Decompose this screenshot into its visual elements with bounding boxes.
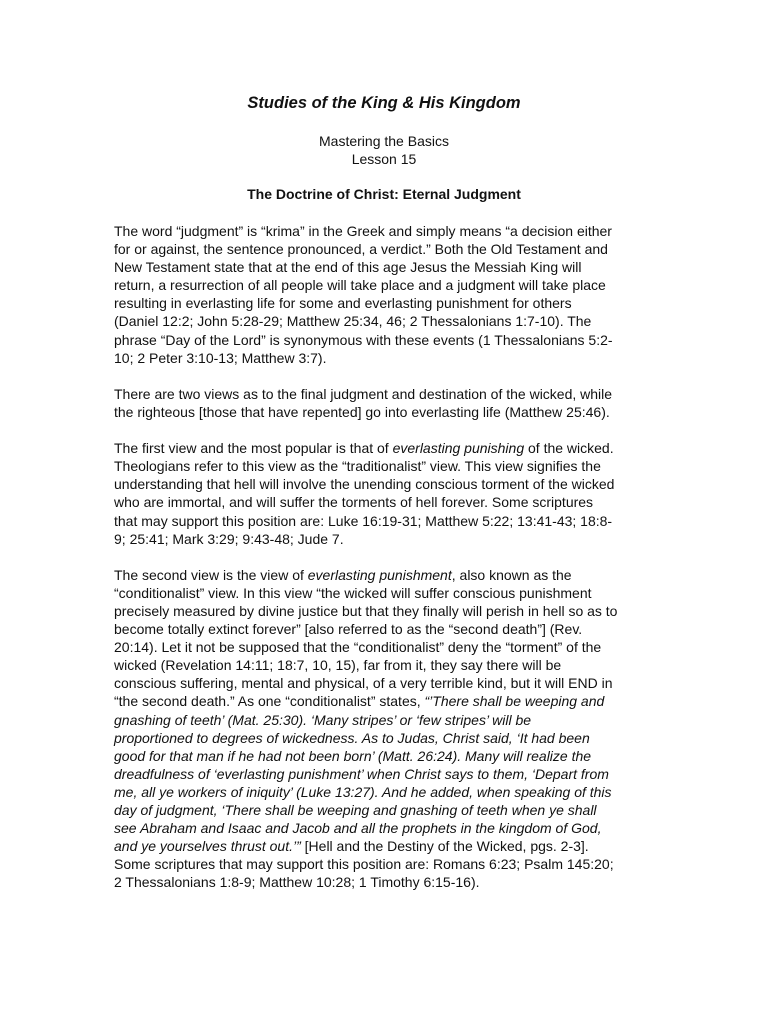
text-run: “the second death.” As one “conditionalist” states, (114, 693, 425, 710)
text-line (114, 276, 674, 294)
text-line (114, 855, 674, 873)
text-line (114, 729, 674, 747)
italic-text: day of judgment, ‘There shall be weeping and gnashing of teeth when ye shall (114, 802, 597, 818)
text-run: 9; 25:41; Mark 3:29; 9:43-48; Jude 7. (114, 530, 344, 547)
text-line (114, 783, 674, 801)
text-run: [Hell and the Destiny of the Wicked, pgs. 2-3]. (300, 838, 589, 855)
text-line (114, 620, 674, 638)
text-run: for or against, the sentence pronounced, a verdict.” Both the Old Testament and (114, 241, 608, 258)
text-run: who are immortal, and will suffer the torments of hell forever. Some scriptures (114, 494, 594, 511)
text-line (114, 493, 674, 511)
text-line (114, 385, 674, 403)
italic-text: good for that man if he had not been born’ (Matt. 26:24). Many will realize the (114, 747, 592, 764)
text-line (114, 584, 674, 602)
text-line (114, 258, 674, 276)
text-run: precisely measured by divine justice but that they finally will perish in hell so as to (114, 602, 618, 619)
text-line (114, 331, 674, 349)
text-run: The second view is the view of (114, 566, 308, 583)
text-run: resulting in everlasting life for some and everlasting punishment for others (114, 295, 572, 312)
text-line (114, 222, 674, 240)
text-run: wicked (Revelation 14:11; 18:7, 10, 15), far from it, they say there will be (114, 657, 562, 674)
text-run: There are two views as to the final judgment and destination of the wicked, while (114, 385, 613, 402)
text-line (114, 512, 674, 530)
text-line (114, 457, 674, 475)
text-run: Some scriptures that may support this position are: Romans 6:23; Psalm 145:20; (114, 856, 614, 873)
text-line (114, 439, 674, 457)
text-run: Theologians refer to this view as the “traditionalist” view. This view signifies the (114, 458, 601, 475)
text-line (114, 819, 674, 837)
text-line (114, 312, 674, 330)
text-line (114, 638, 674, 656)
text-line (114, 837, 674, 855)
text-line (114, 801, 674, 819)
text-run: the righteous [those that have repented] go into everlasting life (Matthew 25:46). (114, 403, 610, 420)
text-run: that may support this position are: Luke 16:19-31; Matthew 5:22; 13:41-43; 18:8- (114, 512, 613, 529)
italic-text: me, all ye workers of iniquity’ (Luke 13:27). And he added, when speaking of this (114, 783, 612, 800)
text-run: 2 Thessalonians 1:8-9; Matthew 10:28; 1 Timothy 6:15-16). (114, 874, 480, 891)
text-line (114, 711, 674, 729)
text-line (114, 403, 674, 421)
text-line (114, 674, 674, 692)
document-subtitle (0, 132, 768, 168)
text-line (114, 294, 674, 312)
document-body (114, 222, 674, 891)
text-run: 10; 2 Peter 3:10-13; Matthew 3:7). (114, 349, 327, 366)
text-line (114, 602, 674, 620)
text-line (114, 475, 674, 493)
italic-text: “’There shall be weeping and (424, 693, 605, 710)
subtitle-line: Lesson 15 (351, 151, 417, 167)
text-line (114, 656, 674, 674)
text-line (114, 873, 674, 891)
paragraph-gap (114, 367, 674, 385)
italic-text: proportioned to degrees of wickedness. As to Judas, Christ said, ‘It had been (114, 729, 590, 746)
text-run: The first view and the most popular is that of (114, 440, 393, 457)
text-line (114, 765, 674, 783)
text-line (114, 240, 674, 258)
text-run: phrase “Day of the Lord” is synonymous with these events (1 Thessalonians 5:2- (114, 331, 613, 348)
italic-text: everlasting punishment (307, 566, 452, 583)
text-line (114, 747, 674, 765)
italic-text: gnashing of teeth’ (Mat. 25:30). ‘Many stripes’ or ‘few stripes’ will be (114, 711, 532, 728)
text-run: “conditionalist” view. In this view “the wicked will suffer conscious punishment (114, 584, 592, 601)
text-run: The word “judgment” is “krima” in the Greek and simply means “a decision either (114, 223, 612, 239)
text-run: become totally extinct forever” [also referred to as the “second death”] (Rev. (114, 621, 583, 638)
subtitle-line: Mastering the Basics (319, 133, 449, 149)
text-line (114, 349, 674, 367)
text-run: return, a resurrection of all people will take place and a judgment will take place (114, 277, 606, 294)
text-run: understanding that hell will involve the unending conscious torment of the wicked (114, 476, 615, 493)
text-line (114, 530, 674, 548)
italic-text: and ye yourselves thrust out.’” (114, 838, 301, 855)
paragraph-gap (114, 548, 674, 566)
text-run: 20:14). Let it not be supposed that the “conditionalist” deny the “torment” of the (114, 639, 602, 656)
text-line (114, 566, 674, 584)
text-run: New Testament state that at the end of this age Jesus the Messiah King will (114, 259, 582, 276)
italic-text: see Abraham and Isaac and Jacob and all the prophets in the kingdom of God, (114, 820, 602, 837)
document-title: Studies of the King & His Kingdom (247, 94, 521, 112)
text-run: (Daniel 12:2; John 5:28-29; Matthew 25:34, 46; 2 Thessalonians 1:7-10). The (114, 313, 592, 330)
text-line (114, 692, 674, 710)
section-heading: The Doctrine of Christ: Eternal Judgment (247, 186, 521, 202)
text-run: , also known as the (451, 566, 572, 583)
italic-text: everlasting punishing (392, 440, 525, 457)
italic-text: dreadfulness of ‘everlasting punishment’ when Christ says to them, ‘Depart from (114, 765, 609, 782)
text-run: conscious suffering, mental and physical, of a very terrible kind, but it will END in (114, 675, 613, 692)
text-run: of the wicked. (524, 440, 614, 457)
paragraph-gap (114, 421, 674, 439)
